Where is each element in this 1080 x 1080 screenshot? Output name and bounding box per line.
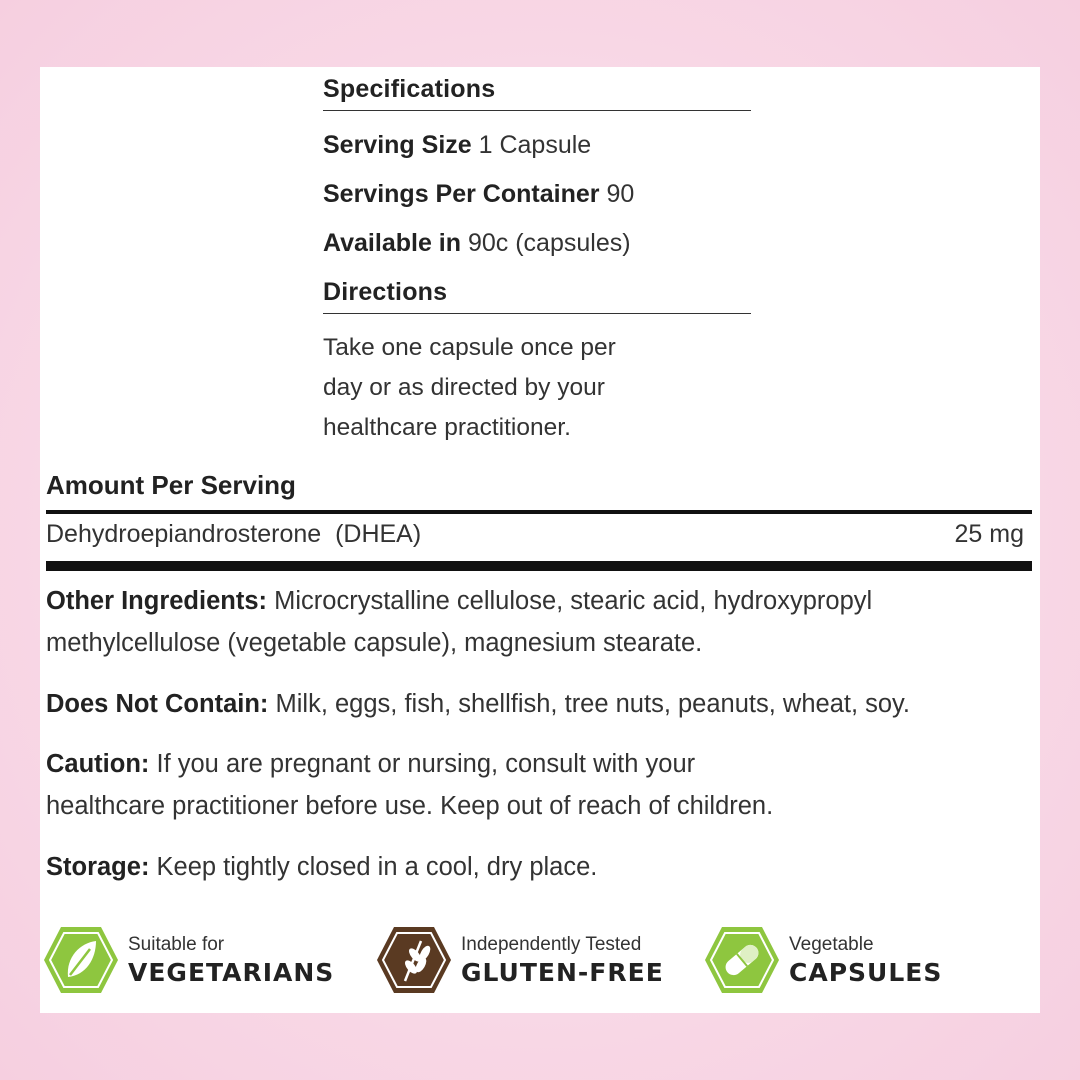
servings-per-container-label: Servings Per Container [323, 180, 600, 208]
badge-big-text: GLUTEN-FREE [461, 958, 664, 987]
supplement-facts-card [40, 67, 1040, 1013]
servings-per-container-value: 90 [606, 180, 635, 208]
badge-vegetarians [42, 925, 334, 995]
caution-text-line1: If you are pregnant or nursing, consult with your [156, 750, 696, 778]
serving-size-value: 1 Capsule [478, 131, 592, 159]
divider [46, 510, 1032, 514]
directions-text [323, 328, 663, 448]
servings-per-container-row [323, 180, 751, 209]
directions-line: healthcare practitioner. [323, 414, 571, 441]
storage [46, 846, 1036, 888]
badge-small-text: Independently Tested [461, 934, 642, 955]
caution-text-line2: healthcare practitioner before use. Keep out of reach of children. [46, 792, 774, 820]
directions-line: Take one capsule once per [323, 334, 616, 361]
directions-line: day or as directed by your [323, 374, 605, 401]
specifications-heading: Specifications [323, 75, 751, 111]
badge-big-text: CAPSULES [789, 958, 943, 987]
other-ingredients [46, 580, 1036, 664]
serving-size-row [323, 131, 751, 160]
other-ingredients-label: Other Ingredients: [46, 587, 268, 615]
does-not-contain-text: Milk, eggs, fish, shellfish, tree nuts, peanuts, wheat, soy. [275, 690, 910, 718]
storage-label: Storage: [46, 853, 150, 881]
wheat-icon [375, 925, 453, 995]
badge-small-text: Suitable for [128, 934, 225, 955]
leaf-icon [42, 925, 120, 995]
specifications-block [323, 67, 751, 448]
directions-heading: Directions [323, 278, 751, 314]
divider-thick [46, 561, 1032, 571]
does-not-contain [46, 683, 1036, 725]
ingredient-amount: 25 mg [954, 520, 1024, 548]
available-in-value: 90c (capsules) [467, 229, 631, 257]
badge-big-text: VEGETARIANS [128, 958, 335, 987]
amount-per-serving-heading: Amount Per Serving [46, 470, 296, 500]
badge-small-text: Vegetable [789, 934, 874, 955]
serving-size-label: Serving Size [323, 131, 472, 159]
caution [46, 743, 1036, 827]
caution-label: Caution: [46, 750, 150, 778]
storage-text: Keep tightly closed in a cool, dry place. [156, 853, 598, 881]
does-not-contain-label: Does Not Contain: [46, 690, 269, 718]
badge-vegetable-capsules [703, 925, 942, 995]
ingredient-name: Dehydroepiandrosterone (DHEA) [46, 520, 422, 548]
available-in-row [323, 229, 751, 258]
capsule-icon [703, 925, 781, 995]
available-in-label: Available in [323, 229, 462, 257]
other-ingredients-text: Microcrystalline cellulose, stearic acid, hydroxypropyl methylcellulose (vegetable capsule), magnesium stearate. [46, 587, 873, 657]
badge-gluten-free [375, 925, 664, 995]
